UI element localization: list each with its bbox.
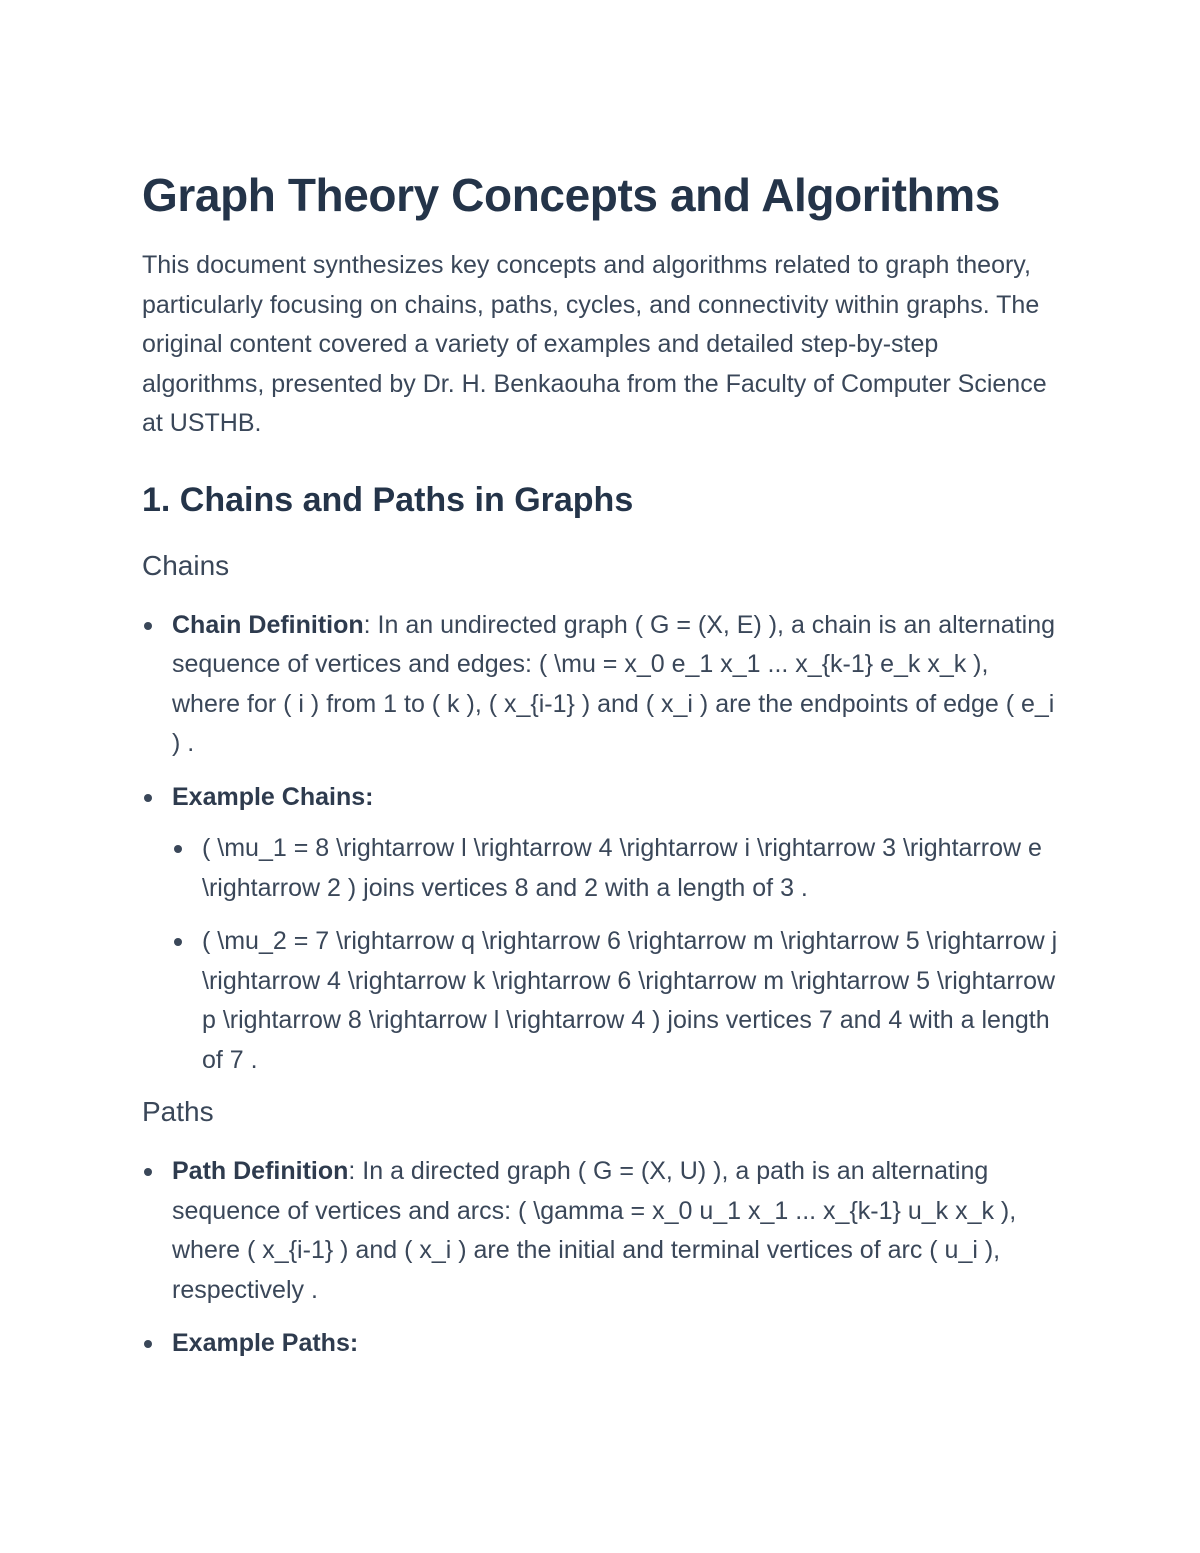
list-item-path-definition bbox=[142, 1152, 1060, 1310]
intro-paragraph: This document synthesizes key concepts and algorithms related to graph theory, particularly focusing on chains, paths, cycles, and connectivity within graphs. The original content covered a variety of examples and detailed step-by-step algorithms, presented by Dr. H. Benkaouha from the Faculty of Computer Science at USTHB. bbox=[142, 251, 1047, 437]
section-heading-chains-and-paths: 1. Chains and Paths in Graphs bbox=[142, 480, 634, 519]
chain-definition-text: : In an undirected graph ( G = (X, E) ), a chain is an alternating sequence of vertices and edges: ( \mu = x_0 e_1 x_1 ... x_{k-1} e_k x_k ), where for ( i ) from 1 to ( k ), ( x_{i-1} ) and ( x_i ) are the endpoints of edge ( e_i ) . bbox=[172, 610, 1056, 757]
example-paths-term: Example Paths: bbox=[172, 1329, 359, 1357]
path-definition-term: Path Definition bbox=[172, 1157, 349, 1185]
subsection-heading-paths: Paths bbox=[142, 1096, 214, 1127]
chains-list bbox=[142, 606, 1060, 1081]
list-item-example-chain-1: ( \mu_1 = 8 \rightarrow l \rightarrow 4 \rightarrow i \rightarrow 3 \rightarrow e \rightarrow 2 ) joins vertices 8 and 2 with a length of 3 . bbox=[172, 829, 1060, 908]
list-item-example-chains bbox=[142, 778, 1060, 1081]
chain-definition-term: Chain Definition bbox=[172, 610, 364, 639]
example-chains-term: Example Chains: bbox=[172, 782, 374, 811]
example-chains-list bbox=[172, 829, 1060, 1080]
list-item-chain-definition bbox=[142, 606, 1060, 764]
list-item-example-chain-2: ( \mu_2 = 7 \rightarrow q \rightarrow 6 \rightarrow m \rightarrow 5 \rightarrow j \rightarrow 4 \rightarrow k \rightarrow 6 \rightarrow m \rightarrow 5 \rightarrow p \rightarrow 8 \rightarrow l \rightarrow 4 ) joins vertices 7 and 4 with a length of 7 . bbox=[172, 922, 1060, 1080]
list-item-example-paths bbox=[142, 1324, 1060, 1364]
subsection-heading-chains: Chains bbox=[142, 549, 230, 581]
paths-list bbox=[142, 1152, 1060, 1364]
document-title: Graph Theory Concepts and Algorithms bbox=[142, 169, 1000, 221]
path-definition-text: : In a directed graph ( G = (X, U) ), a path is an alternating sequence of vertices and arcs: ( \gamma = x_0 u_1 x_1 ... x_{k-1} u_k x_k ), where ( x_{i-1} ) and ( x_i ) are the initial and terminal vertices of arc ( u_i ), respectively . bbox=[172, 1157, 1017, 1304]
